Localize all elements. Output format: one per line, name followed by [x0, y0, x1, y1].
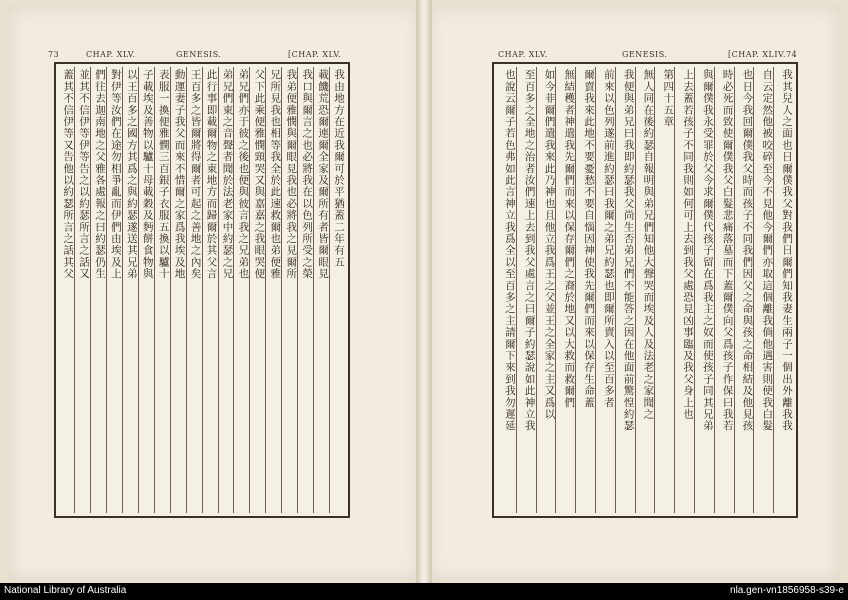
footer-item-id: nla.gen-vn1856958-s39-e — [730, 585, 844, 596]
text-column: 無人同在後約瑟自報明與弟兄們知他大聲哭而埃及人及法老之家聞之 — [635, 67, 655, 513]
text-column: 們往去迦南地之父雅各處報之曰約瑟仍生 — [90, 67, 106, 513]
text-column: 第四十五章 — [654, 67, 674, 513]
text-column: 我其兒人之面也日爾僕我父對我們日爾們知我妻生兩子一個出外離我我 — [773, 67, 793, 513]
text-column: 與爾僕我永受罪於父今求爾僕代孩子留在爲我主之奴而使孩子同其兄弟 — [694, 67, 714, 513]
right-book-title: GENESIS. — [622, 50, 668, 59]
text-column: 王百多之皆爾將得爾者可起之善地之內矣 — [186, 67, 202, 513]
book-gutter — [416, 0, 432, 583]
text-column: 載饑荒恐爾連爾全家及爾所有者皆爾眼見 — [313, 67, 329, 513]
right-chapter-label: CHAP. XLV. — [498, 50, 548, 59]
left-book-title: GENESIS. — [176, 50, 222, 59]
right-page-number: 74 — [786, 50, 798, 59]
text-column: 以王百多之國方其爲之與約瑟遂送其兄弟 — [122, 67, 138, 513]
text-column: 前來以色列遂前進約瑟曰我爾之弟兄約瑟也即爾所賣入以至百多者 — [595, 67, 615, 513]
text-column: 無結穫者神遣我先爾們而來以保存爾們之裔於地又以大救而救爾們 — [555, 67, 575, 513]
text-column: 子載埃及善物以驢十母載穀及麪餅食物與 — [138, 67, 154, 513]
footer-library-name: National Library of Australia — [4, 585, 127, 596]
text-column: 動運妻子我父而來不惜爾之家爲我埃及地 — [170, 67, 186, 513]
right-text-frame — [492, 62, 798, 518]
text-column: 父下此乘便雅憫頸哭又與嘉嘉之我眼哭便 — [249, 67, 265, 513]
text-column: 我口與爾言之也必將我在以色列所受之榮 — [297, 67, 313, 513]
left-chapter-label: CHAP. XLV. — [86, 50, 136, 59]
text-column: 至百多之全地之治者汝們速上去到我父處言之曰爾子約瑟說如此神立我 — [516, 67, 536, 513]
text-column: 我便與弟兄曰我即約瑟我父尚生否弟兄們不能答之因在他面前驚惶約瑟 — [615, 67, 635, 513]
text-column: 爾賣我來此地不要憂愁不要自惱因神使我先爾們而來以保存生命蓋 — [575, 67, 595, 513]
footer-bar — [0, 583, 848, 600]
text-column: 我由地方在近我爾可於平猶蓋二年有五 — [329, 67, 345, 513]
text-column: 兄所見我也相等我全於此速救爾也弟便雅 — [265, 67, 281, 513]
left-text-columns — [59, 67, 345, 513]
text-column: 也說云爾子若色弗如此言神立我爲全以至百多之主請爾下來到我勿遲延 — [503, 69, 516, 432]
text-column: 如今非爾們遣我來此乃神也且他立我爲王之父並王之全家之主又爲以 — [536, 67, 556, 513]
text-column: 此行事即載爾物之東地方而歸爾於其父言 — [202, 67, 218, 513]
text-column: 對伊等汝們在途勿相爭亂而伊們由埃及上 — [106, 67, 122, 513]
text-column: 我弟便雅憫與爾眼見我也必將我之見爾所 — [281, 67, 297, 513]
left-chapter-label-right: [CHAP. XLV. — [288, 50, 342, 59]
text-column: 表服一換便雅憫三百銀子衣服五換以驢十 — [154, 67, 170, 513]
text-column: 蓋其不信伊等又告他以約瑟所言之話其父 — [62, 69, 75, 280]
text-column: 上去蓋若孩子不同我則如何可上去到我父處恐見凶事臨及我父身上也 — [674, 67, 694, 513]
left-text-frame — [54, 62, 350, 518]
right-chapter-label-right: [CHAP. XLIV. — [728, 50, 786, 59]
text-column: 弟兄們亦于彼之後也便與彼言我之兄弟也 — [233, 67, 249, 513]
text-column: 自云定然他被咬碎至今不見他今爾們亦取這個離我倘他遇害則使我白髮 — [753, 67, 773, 513]
text-column: 時必死而致使爾僕我父白髮悲痛落墓而下蓋爾僕向父爲孩子作保曰我若 — [714, 67, 734, 513]
text-column: 並其不信伊等伊等告之以約瑟所言之話又 — [74, 67, 90, 513]
text-column: 也日今我回爾僕我父時而孩子不同我們因父之命與孩之命相結及他見孩 — [734, 67, 754, 513]
left-page-number: 73 — [48, 50, 60, 59]
text-column: 弟兄們東之音聲者聞於法老家中約瑟之兄 — [218, 67, 234, 513]
right-text-columns — [497, 67, 793, 513]
